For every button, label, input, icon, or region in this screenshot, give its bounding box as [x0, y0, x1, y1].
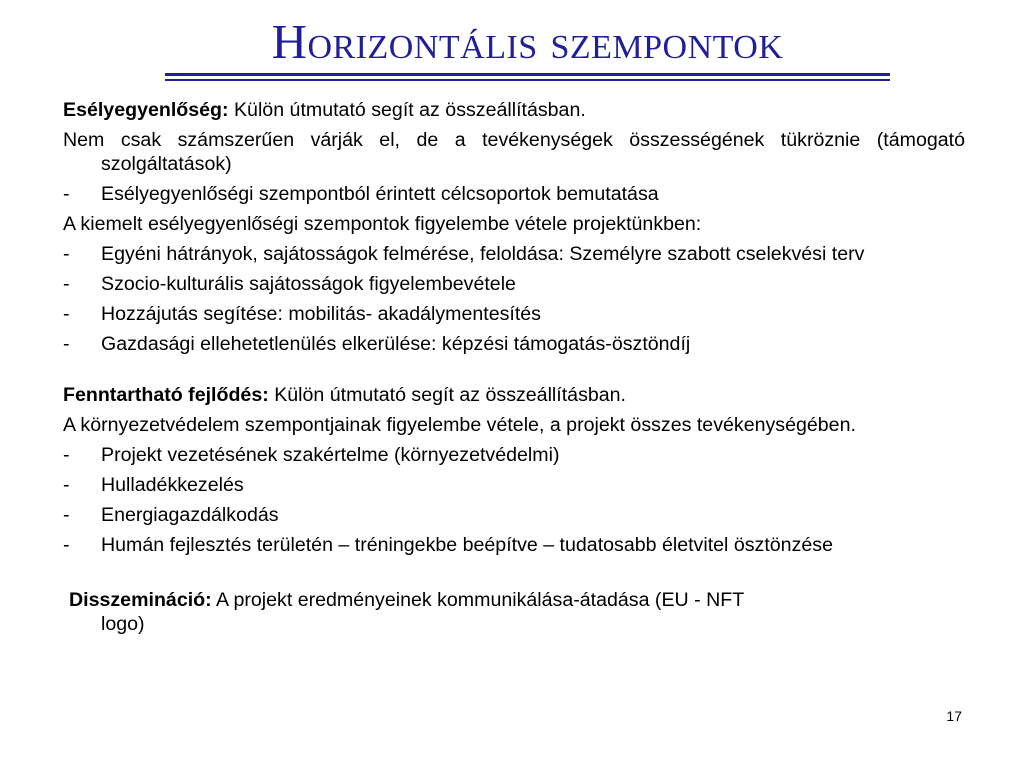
sustainability-heading-line — [63, 383, 965, 407]
equal-opportunity-expectation: Nem csak számszerűen várják el, de a tevékenységek összességének tükröznie (támogató szolgáltatások) — [63, 129, 965, 175]
equal-opportunity-heading-line — [63, 98, 965, 122]
bullet-dash: - — [63, 504, 70, 526]
title-underline-secondary — [165, 79, 890, 81]
dissemination-line — [63, 588, 965, 636]
bullet-text: Hulladékkezelés — [101, 474, 244, 496]
equal-opportunity-bullet — [63, 242, 965, 266]
section-spacer — [63, 362, 965, 383]
dissemination-continuation: logo) — [101, 613, 145, 635]
sustainability-bullet — [63, 503, 965, 527]
equal-opportunity-label: Esélyegyenlőség: — [63, 99, 229, 121]
equal-opportunity-intro: Külön útmutató segít az összeállításban. — [228, 99, 586, 121]
sustainability-intro: Külön útmutató segít az összeállításban. — [268, 384, 627, 406]
equal-opportunity-bullet — [63, 272, 965, 296]
bullet-text: Energiagazdálkodás — [101, 504, 279, 526]
sustainability-environment-line: A környezetvédelem szempontjainak figyelembe vétele, a projekt összes tevékenységében. — [63, 414, 856, 436]
equal-opportunity-bullet — [63, 332, 965, 356]
bullet-dash: - — [63, 183, 70, 205]
bullet-text: Gazdasági ellehetetlenülés elkerülése: képzési támogatás-ösztöndíj — [101, 333, 691, 355]
equal-opportunity-bullet — [63, 182, 965, 206]
bullet-text: Szocio-kulturális sajátosságok figyelembevétele — [101, 273, 516, 295]
equal-opportunity-bullet — [63, 302, 965, 326]
equal-opportunity-focus-line: A kiemelt esélyegyenlőségi szempontok figyelembe vétele projektünkben: — [63, 213, 702, 235]
sustainability-bullet — [63, 533, 965, 557]
bullet-dash: - — [63, 333, 70, 355]
bullet-text: Egyéni hátrányok, sajátosságok felmérése, feloldása: Személyre szabott cselekvési terv — [101, 243, 865, 265]
bullet-text: Hozzájutás segítése: mobilitás- akadálymentesítés — [101, 303, 541, 325]
bullet-dash: - — [63, 534, 70, 556]
slide-title: Horizontális szempontok — [271, 14, 784, 69]
section-spacer — [63, 563, 965, 588]
bullet-dash: - — [63, 243, 70, 265]
bullet-dash: - — [63, 273, 70, 295]
dissemination-label: Disszemináció: — [69, 589, 212, 611]
page-number: 17 — [946, 708, 962, 724]
sustainability-bullet — [63, 473, 965, 497]
bullet-dash: - — [63, 303, 70, 325]
bullet-dash: - — [63, 444, 70, 466]
dissemination-text: A projekt eredményeinek kommunikálása-átadása (EU - NFT — [211, 589, 745, 611]
title-underline — [165, 73, 890, 76]
bullet-text: Esélyegyenlőségi szempontból érintett célcsoportok bemutatása — [101, 183, 659, 205]
sustainability-label: Fenntartható fejlődés: — [63, 384, 269, 406]
sustainability-bullet — [63, 443, 965, 467]
bullet-text: Projekt vezetésének szakértelme (környezetvédelmi) — [101, 444, 560, 466]
slide-body — [63, 98, 965, 642]
bullet-dash: - — [63, 474, 70, 496]
bullet-text: Humán fejlesztés területén – tréningekbe beépítve – tudatosabb életvitel ösztönzése — [101, 534, 833, 556]
